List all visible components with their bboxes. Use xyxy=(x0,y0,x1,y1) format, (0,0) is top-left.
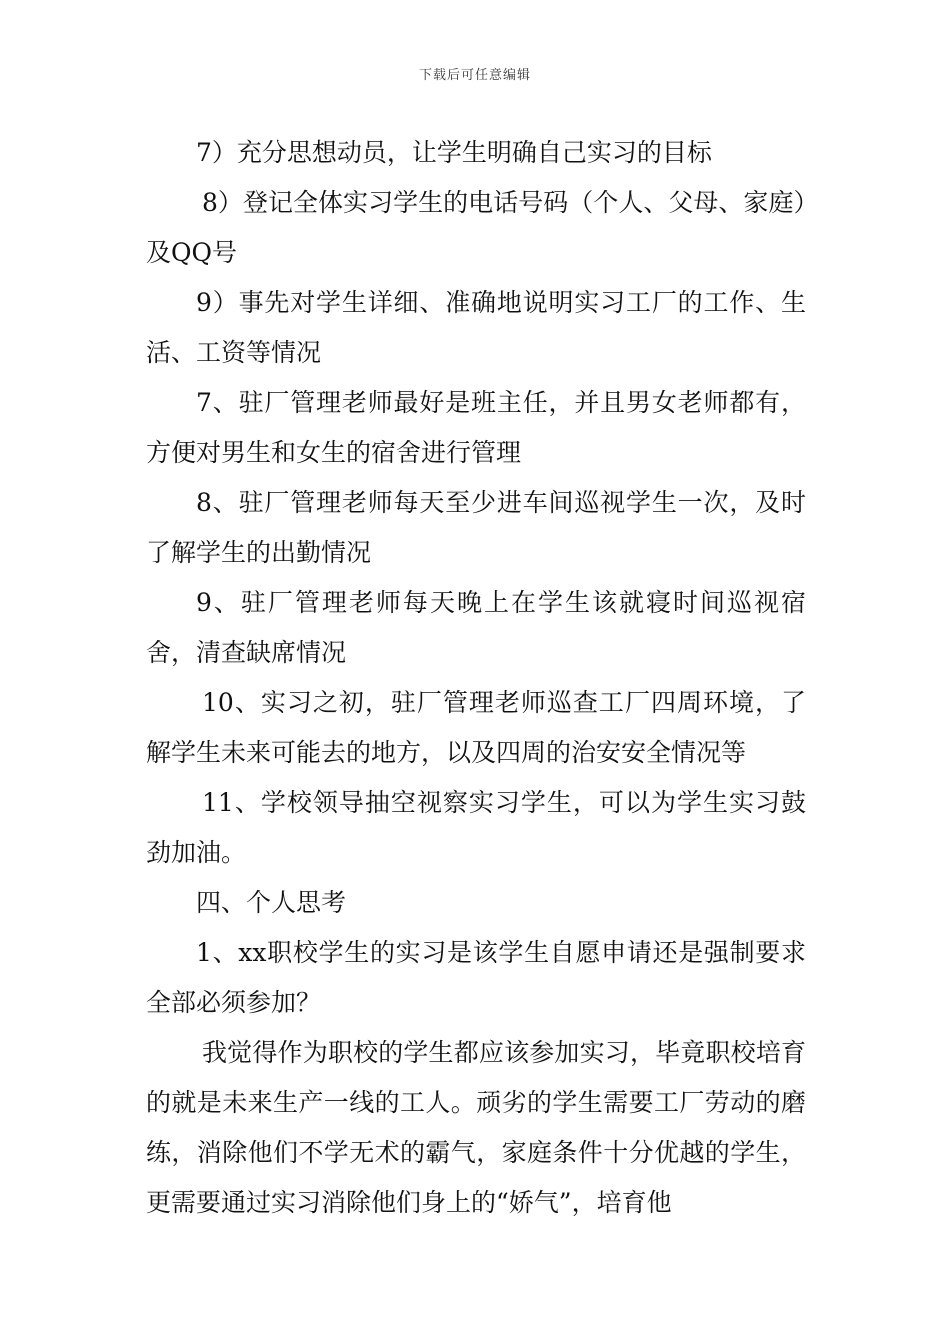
paragraph-point-7: 7、驻厂管理老师最好是班主任，并且男女老师都有，方便对男生和女生的宿舍进行管理 xyxy=(146,388,806,467)
answer-paragraph: 我觉得作为职校的学生都应该参加实习，毕竟职校培育的就是未来生产一线的工人。顽劣的学生需要工厂劳动的磨练，消除他们不学无术的霸气，家庭条件十分优越的学生，更需要通过实习消除他们身上的“娇气”，培育他 xyxy=(146,1038,806,1217)
page-header: 下载后可任意编辑 xyxy=(418,68,531,83)
paragraph-point-8: 8、驻厂管理老师每天至少进车间巡视学生一次，及时了解学生的出勤情况 xyxy=(146,488,806,567)
paragraph-point-9: 9、驻厂管理老师每天晚上在学生该就寝时间巡视宿舍，清查缺席情况 xyxy=(146,588,806,667)
section-heading: 四、个人思考 xyxy=(196,888,347,917)
paragraph-point-10: 10、实习之初，驻厂管理老师巡查工厂四周环境，了解学生未来可能去的地方，以及四周的治安安全情况等 xyxy=(146,688,806,767)
paragraph-item-7: 7）充分思想动员，让学生明确自己实习的目标 xyxy=(196,138,712,167)
paragraph-item-8: 8）登记全体实习学生的电话号码（个人、父母、家庭）及QQ号 xyxy=(146,188,806,267)
document-body xyxy=(146,128,806,1228)
paragraph-item-9: 9）事先对学生详细、准确地说明实习工厂的工作、生活、工资等情况 xyxy=(146,288,806,367)
question-paragraph: 1、xx职校学生的实习是该学生自愿申请还是强制要求全部必须参加？ xyxy=(146,938,806,1017)
paragraph-point-11: 11、学校领导抽空视察实习学生，可以为学生实习鼓劲加油。 xyxy=(146,788,806,867)
